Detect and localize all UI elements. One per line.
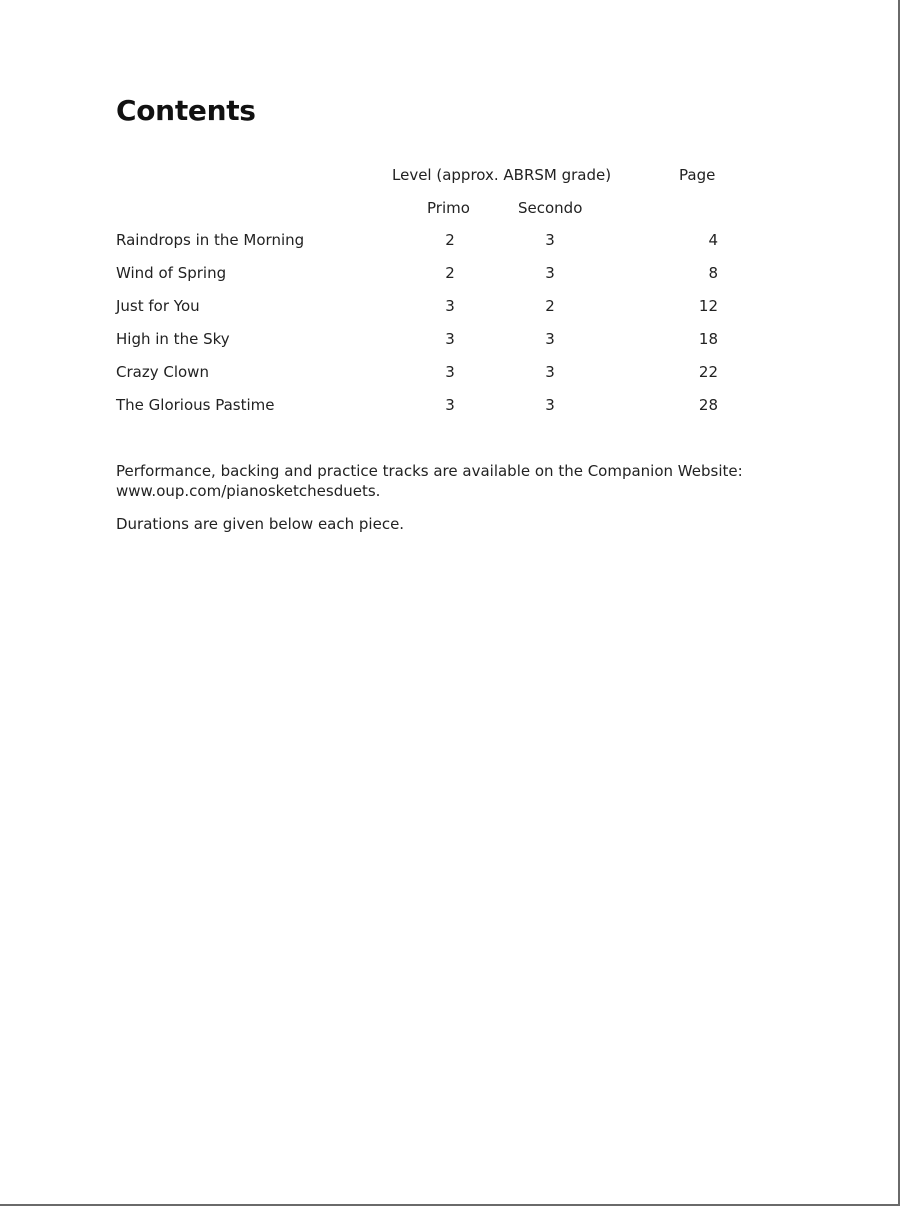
piece-title: Wind of Spring: [116, 264, 227, 282]
primo-level: 3: [445, 330, 455, 348]
companion-website-note: [116, 461, 776, 501]
piece-title: Raindrops in the Morning: [116, 231, 305, 249]
companion-website-url: www.oup.com/pianosketchesduets.: [116, 482, 381, 500]
table-row: [116, 231, 736, 264]
table-row: [116, 396, 736, 429]
durations-note: Durations are given below each piece.: [116, 515, 405, 533]
table-row: [116, 264, 736, 297]
primo-column-header: Primo: [427, 199, 470, 217]
level-column-header: Level (approx. ABRSM grade): [392, 166, 612, 184]
page-number: 18: [698, 330, 718, 348]
secondo-level: 3: [545, 363, 555, 381]
page-column-header: Page: [679, 166, 716, 184]
table-row: [116, 363, 736, 396]
page-number: 8: [708, 264, 718, 282]
primo-level: 3: [445, 297, 455, 315]
page-number: 22: [698, 363, 718, 381]
secondo-level: 3: [545, 330, 555, 348]
piece-title: The Glorious Pastime: [116, 396, 275, 414]
piece-title: High in the Sky: [116, 330, 230, 348]
table-row: [116, 330, 736, 363]
secondo-level: 3: [545, 396, 555, 414]
page-number: 28: [698, 396, 718, 414]
page-number: 12: [698, 297, 718, 315]
secondo-level: 2: [545, 297, 555, 315]
primo-level: 2: [445, 264, 455, 282]
primo-level: 3: [445, 396, 455, 414]
piece-title: Just for You: [116, 297, 200, 315]
table-row: [116, 297, 736, 330]
secondo-column-header: Secondo: [518, 199, 583, 217]
page-number: 4: [708, 231, 718, 249]
primo-level: 2: [445, 231, 455, 249]
tracks-note-text: Performance, backing and practice tracks are available on the Companion Website:: [116, 462, 743, 480]
primo-level: 3: [445, 363, 455, 381]
contents-table: [116, 231, 736, 429]
piece-title: Crazy Clown: [116, 363, 209, 381]
page-title: Contents: [116, 94, 256, 127]
secondo-level: 3: [545, 231, 555, 249]
secondo-level: 3: [545, 264, 555, 282]
